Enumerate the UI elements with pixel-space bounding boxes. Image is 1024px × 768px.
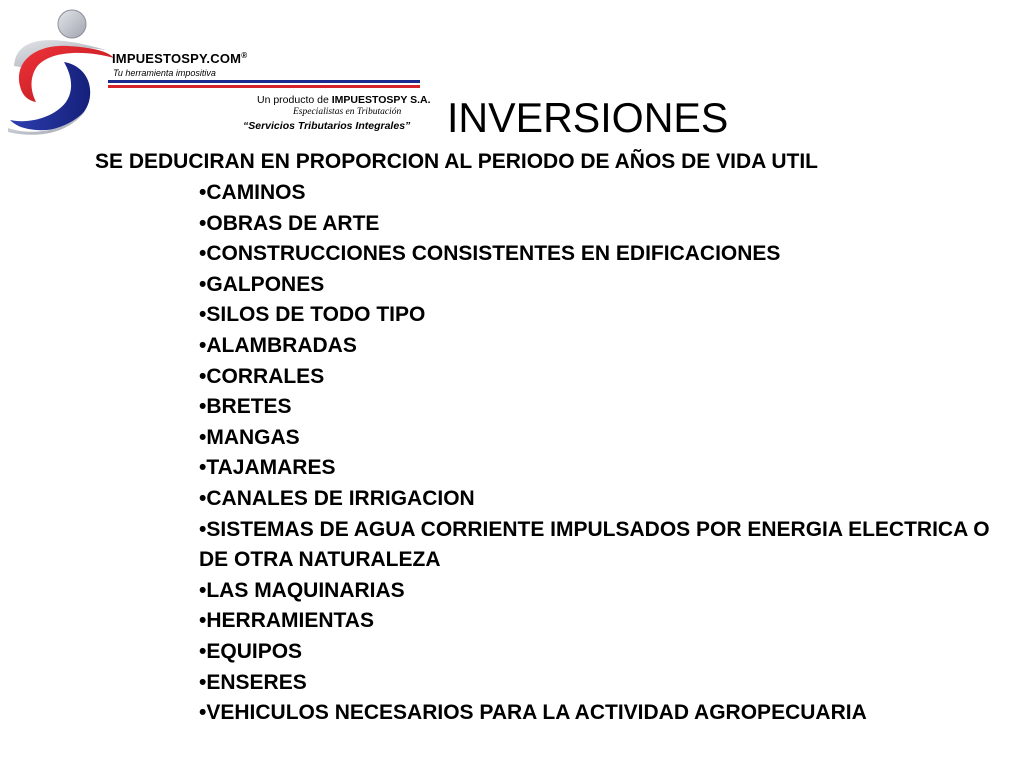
list-item-text: ALAMBRADAS [206, 333, 357, 357]
list-item [199, 423, 999, 454]
brand-services-slogan: “Servicios Tributarios Integrales” [243, 120, 411, 132]
bullet-marker: • [199, 303, 207, 327]
brand-company-name: IMPUESTOSPY S.A. [331, 94, 431, 106]
list-item-text: TAJAMARES [206, 456, 336, 480]
bullet-marker: • [199, 211, 207, 235]
list-item [199, 392, 999, 423]
list-item [199, 668, 999, 699]
bullet-marker: • [199, 486, 207, 510]
list-item-text: VEHICULOS NECESARIOS PARA LA ACTIVIDAD AGROPECUARIA [206, 701, 867, 725]
list-item-text: CORRALES [206, 364, 325, 388]
list-item-text: BRETES [206, 395, 292, 419]
list-item [199, 606, 999, 637]
brand-divider-blue [108, 80, 420, 83]
bullet-marker: • [199, 242, 207, 266]
impuestospy-logo-mark-icon [6, 6, 116, 138]
registered-mark: ® [241, 51, 248, 60]
list-item [199, 270, 999, 301]
bullet-marker: • [199, 670, 207, 694]
list-item [199, 300, 999, 331]
slide-subtitle: SE DEDUCIRAN EN PROPORCION AL PERIODO DE AÑOS DE VIDA UTIL [95, 150, 819, 173]
list-item-text: SILOS DE TODO TIPO [206, 303, 426, 327]
list-item-text: EQUIPOS [206, 639, 303, 663]
brand-name: IMPUESTOSPY.COM® [112, 51, 248, 66]
list-item-text: CAMINOS [206, 181, 306, 204]
list-item-text: CONSTRUCCIONES CONSISTENTES EN EDIFICACIONES [206, 242, 781, 266]
bullet-marker: • [199, 395, 207, 419]
bullet-marker: • [199, 181, 207, 204]
brand-product-line: Un producto de IMPUESTOSPY S.A. [257, 94, 431, 106]
investment-items-list [199, 178, 999, 729]
bullet-marker: • [199, 609, 207, 633]
list-item [199, 484, 999, 515]
list-item [199, 362, 999, 393]
bullet-marker: • [199, 517, 207, 541]
bullet-marker: • [199, 639, 207, 663]
brand-specialists: Especialistas en Tributación [293, 107, 402, 117]
bullet-marker: • [199, 364, 207, 388]
slide-title: INVERSIONES [447, 94, 729, 141]
list-item [199, 209, 999, 240]
company-logo [0, 0, 430, 145]
brand-divider-red [108, 85, 420, 88]
bullet-marker: • [199, 456, 207, 480]
list-item [199, 576, 999, 607]
bullet-marker: • [199, 578, 207, 602]
bullet-marker: • [199, 701, 207, 725]
list-item [199, 239, 999, 270]
list-item-text: LAS MAQUINARIAS [206, 578, 405, 602]
list-item [199, 178, 999, 209]
list-item [199, 453, 999, 484]
list-item-text: CANALES DE IRRIGACION [206, 486, 475, 510]
list-item-text: ENSERES [206, 670, 307, 694]
list-item [199, 698, 999, 729]
bullet-marker: • [199, 425, 207, 449]
brand-tagline: Tu herramienta impositiva [113, 68, 216, 78]
list-item-text: SISTEMAS DE AGUA CORRIENTE IMPULSADOS POR ENERGIA ELECTRICA O DE OTRA NATURALEZA [199, 517, 990, 572]
list-item [199, 637, 999, 668]
list-item-text: MANGAS [206, 425, 300, 449]
list-item-text: OBRAS DE ARTE [206, 211, 380, 235]
list-item-text: HERRAMIENTAS [206, 609, 374, 633]
bullet-marker: • [199, 333, 207, 357]
list-item-text: GALPONES [206, 272, 325, 296]
list-item [199, 515, 999, 576]
bullet-marker: • [199, 272, 207, 296]
list-item [199, 331, 999, 362]
